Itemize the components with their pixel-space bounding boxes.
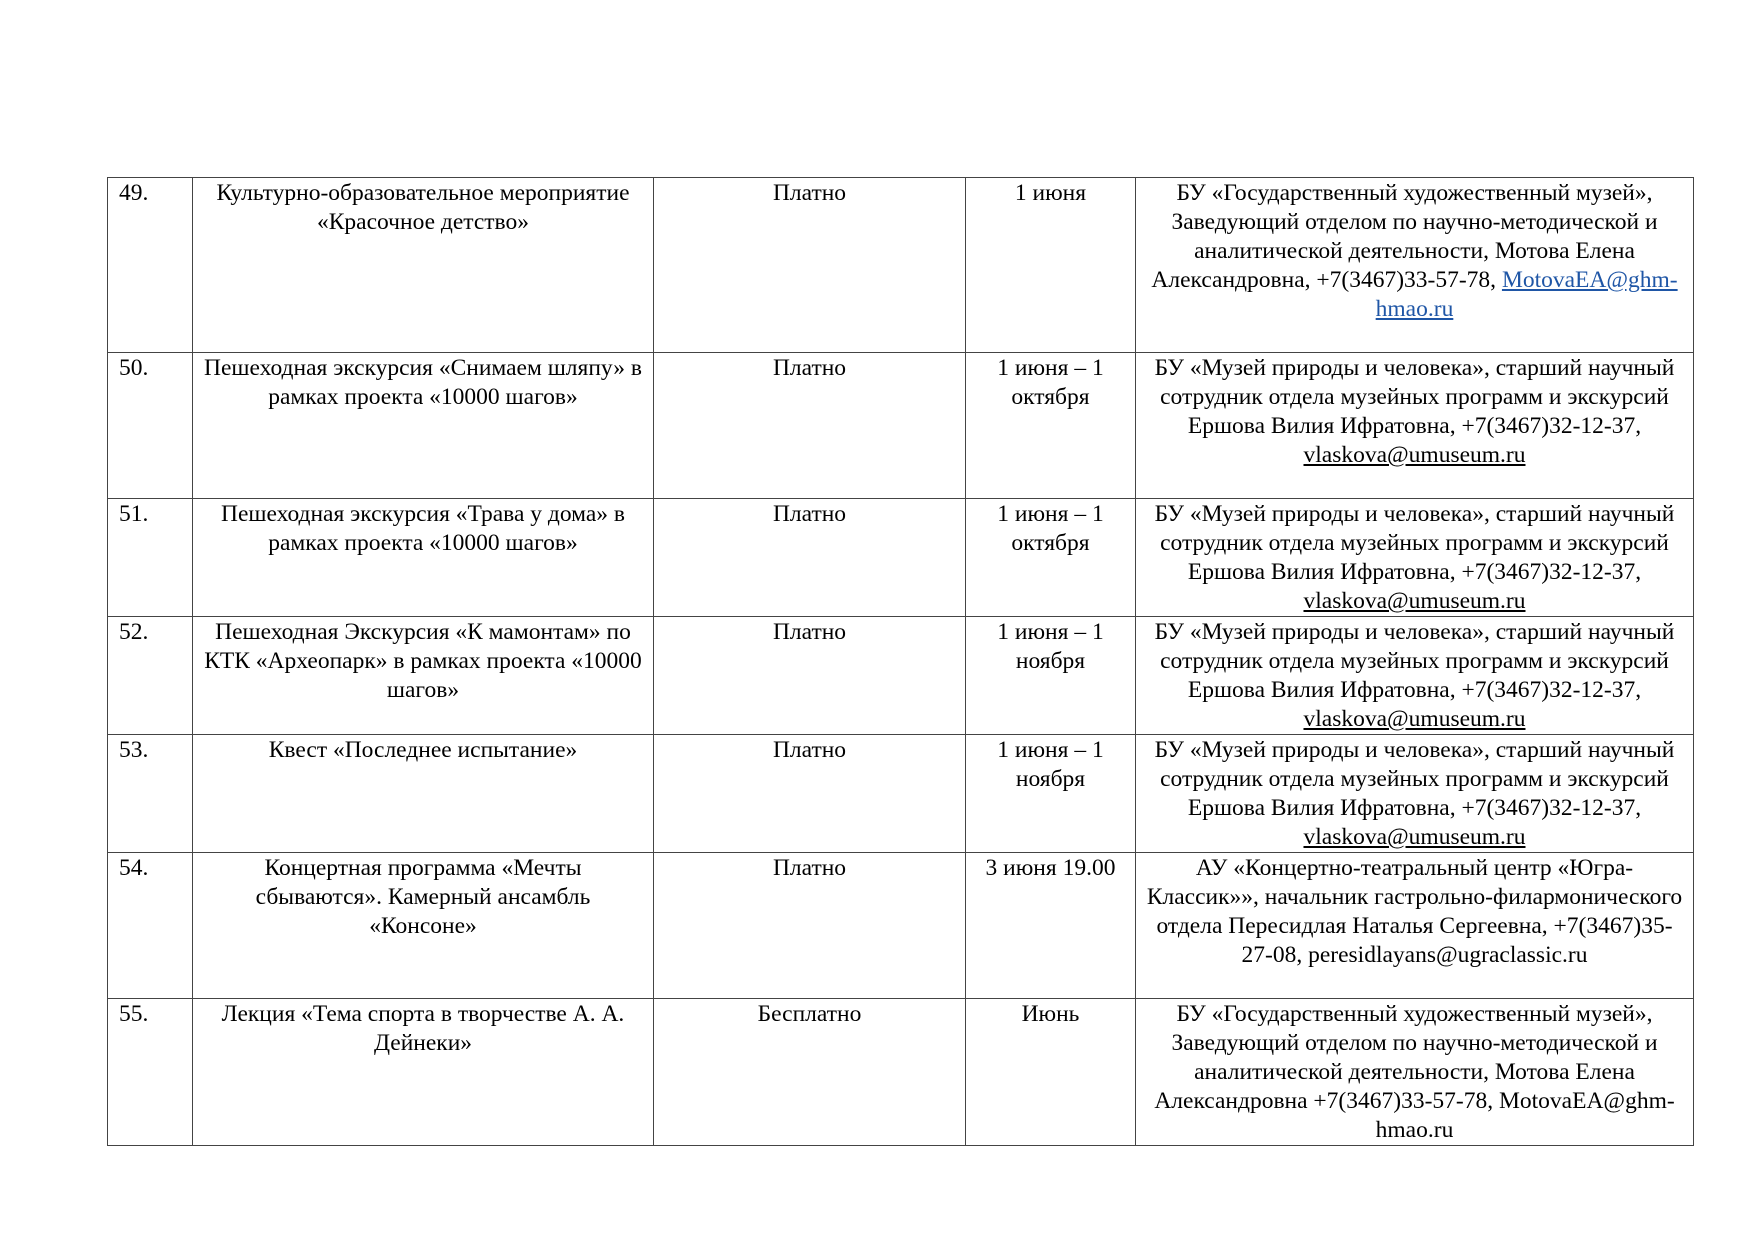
table-row: [108, 853, 1694, 999]
event-contact: [1136, 999, 1694, 1146]
contact-text: БУ «Музей природы и человека», старший научный сотрудник отдела музейных программ и экскурсий Ершова Вилия Ифратовна, +7(3467)32-12-37,: [1154, 355, 1675, 439]
event-contact: [1136, 735, 1694, 853]
event-price: Платно: [654, 499, 966, 617]
event-contact: [1136, 617, 1694, 735]
contact-text: БУ «Музей природы и человека», старший научный сотрудник отдела музейных программ и экскурсий Ершова Вилия Ифратовна, +7(3467)32-12-37,: [1154, 619, 1675, 703]
contact-email: peresidlayans@ugraclassic.ru: [1308, 942, 1588, 968]
contact-email[interactable]: vlaskova@umuseum.ru: [1303, 706, 1526, 732]
event-price: Платно: [654, 735, 966, 853]
event-contact: [1136, 853, 1694, 999]
event-date: 1 июня: [966, 178, 1136, 353]
event-contact: [1136, 178, 1694, 353]
contact-email: MotovaEA@ghm-hmao.ru: [1375, 1088, 1675, 1143]
event-price: Платно: [654, 853, 966, 999]
event-date: 1 июня – 1 ноября: [966, 735, 1136, 853]
table-row: [108, 178, 1694, 353]
table-row: [108, 353, 1694, 499]
event-date: 3 июня 19.00: [966, 853, 1136, 999]
event-title: Квест «Последнее испытание»: [193, 735, 654, 853]
row-number: 50.: [108, 353, 193, 499]
contact-email[interactable]: vlaskova@umuseum.ru: [1303, 824, 1526, 850]
events-table: [107, 177, 1694, 1146]
row-number: 52.: [108, 617, 193, 735]
event-title: Пешеходная экскурсия «Трава у дома» в рамках проекта «10000 шагов»: [193, 499, 654, 617]
event-title: Концертная программа «Мечты сбываются». Камерный ансамбль «Консоне»: [193, 853, 654, 999]
contact-email[interactable]: vlaskova@umuseum.ru: [1303, 588, 1526, 614]
event-date: Июнь: [966, 999, 1136, 1146]
row-number: 49.: [108, 178, 193, 353]
event-price: Платно: [654, 178, 966, 353]
contact-email[interactable]: vlaskova@umuseum.ru: [1303, 442, 1526, 468]
table-row: [108, 499, 1694, 617]
table-row: [108, 999, 1694, 1146]
event-date: 1 июня – 1 октября: [966, 499, 1136, 617]
contact-email-link[interactable]: MotovaEA@ghm-hmao.ru: [1375, 267, 1678, 322]
row-number: 55.: [108, 999, 193, 1146]
table-row: [108, 617, 1694, 735]
row-number: 51.: [108, 499, 193, 617]
event-price: Бесплатно: [654, 999, 966, 1146]
event-title: Пешеходная экскурсия «Снимаем шляпу» в рамках проекта «10000 шагов»: [193, 353, 654, 499]
contact-text: БУ «Государственный художественный музей», Заведующий отделом по научно-методической и аналитической деятельности, Мотова Елена Александровна +7(3467)33-57-78,: [1154, 1001, 1658, 1114]
event-title: Лекция «Тема спорта в творчестве А. А. Дейнеки»: [193, 999, 654, 1146]
contact-text: БУ «Государственный художественный музей», Заведующий отделом по научно-методической и аналитической деятельности, Мотова Елена Александровна, +7(3467)33-57-78,: [1151, 180, 1658, 293]
row-number: 53.: [108, 735, 193, 853]
row-number: 54.: [108, 853, 193, 999]
event-contact: [1136, 499, 1694, 617]
event-date: 1 июня – 1 ноября: [966, 617, 1136, 735]
event-title: Культурно-образовательное мероприятие «Красочное детство»: [193, 178, 654, 353]
contact-text: АУ «Концертно-театральный центр «Югра-Классик»», начальник гастрольно-филармонического отдела Пересидлая Наталья Сергеевна, +7(3467)35-27-08,: [1146, 855, 1683, 968]
event-price: Платно: [654, 617, 966, 735]
event-price: Платно: [654, 353, 966, 499]
event-date: 1 июня – 1 октября: [966, 353, 1136, 499]
event-title: Пешеходная Экскурсия «К мамонтам» по КТК «Археопарк» в рамках проекта «10000 шагов»: [193, 617, 654, 735]
event-contact: [1136, 353, 1694, 499]
table-row: [108, 735, 1694, 853]
contact-text: БУ «Музей природы и человека», старший научный сотрудник отдела музейных программ и экскурсий Ершова Вилия Ифратовна, +7(3467)32-12-37,: [1154, 737, 1675, 821]
contact-text: БУ «Музей природы и человека», старший научный сотрудник отдела музейных программ и экскурсий Ершова Вилия Ифратовна, +7(3467)32-12-37,: [1154, 501, 1675, 585]
